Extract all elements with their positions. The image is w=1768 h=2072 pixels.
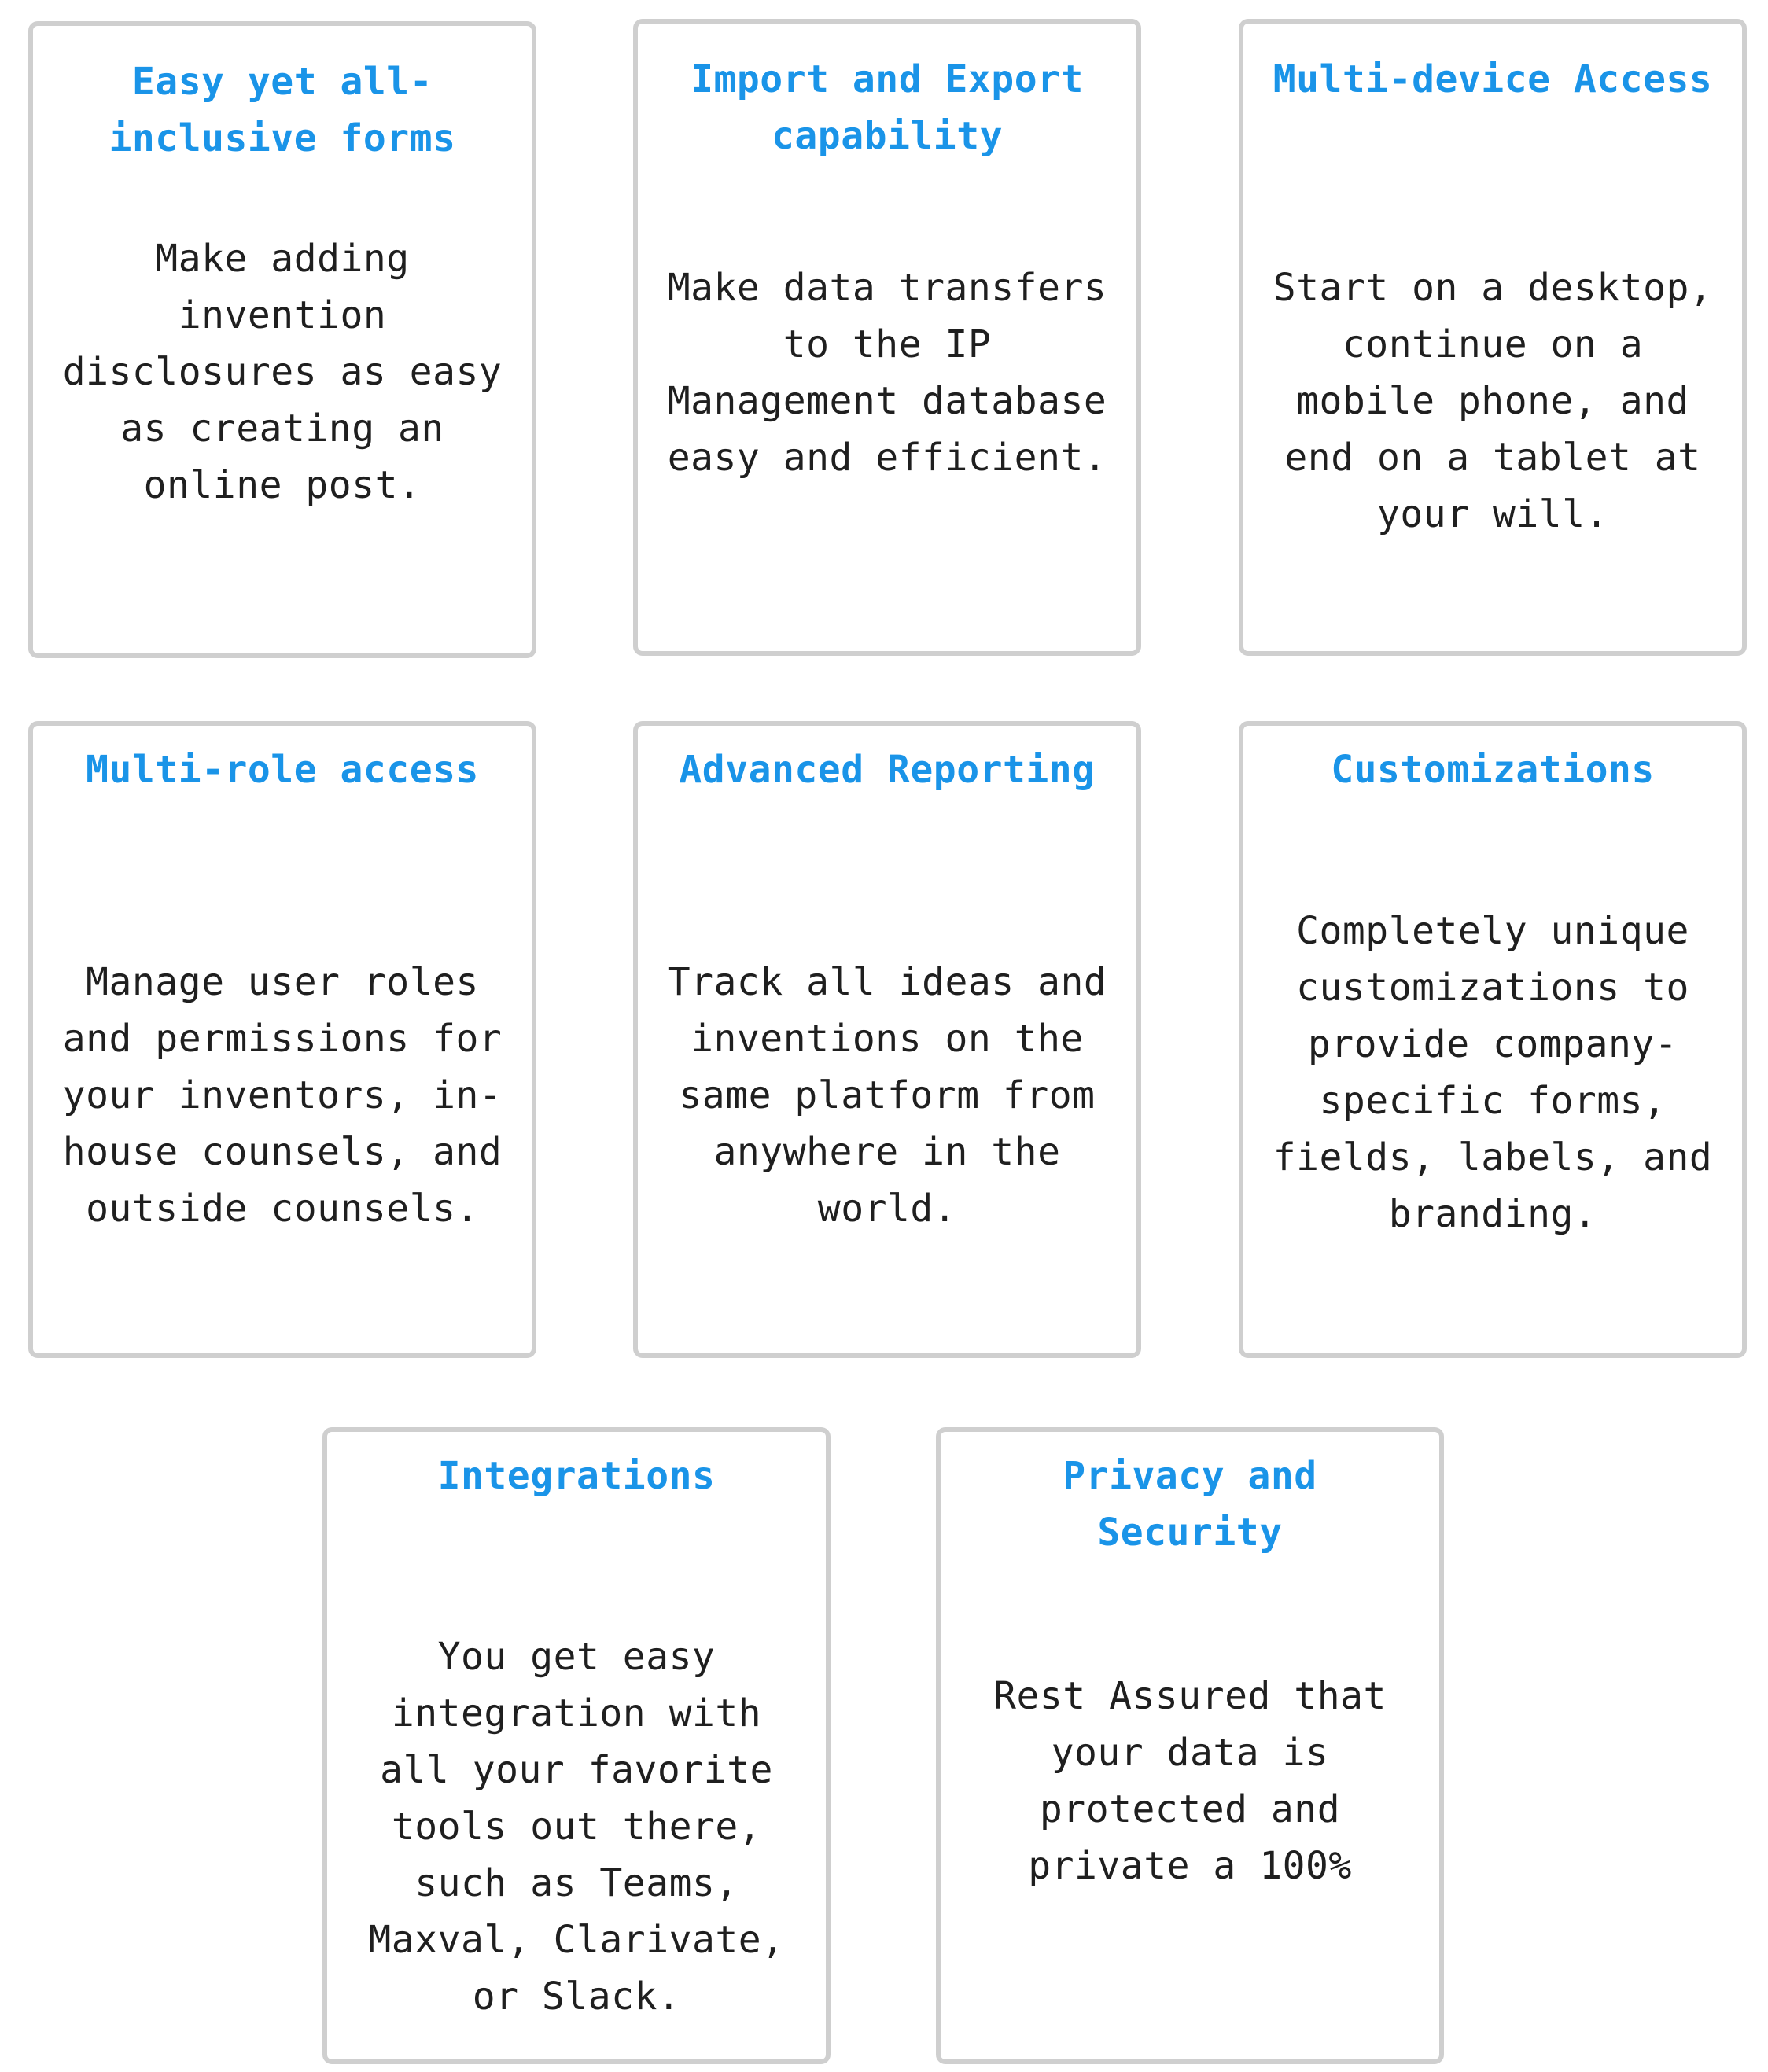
feature-title: Multi-device Access (1273, 57, 1713, 101)
feature-description: Start on a desktop, continue on a mobile phone, and end on a tablet at your will. (1273, 266, 1713, 536)
feature-card-integrations (322, 1427, 831, 2064)
feature-title: Easy yet all-inclusive forms (109, 60, 456, 160)
feature-title: Customizations (1331, 748, 1655, 792)
feature-card-reporting (633, 721, 1141, 1358)
feature-card-multi-device (1239, 19, 1747, 656)
feature-title: Multi-role access (86, 748, 479, 792)
feature-title: Advanced Reporting (679, 748, 1096, 792)
feature-card-multi-role (28, 721, 536, 1358)
feature-card-import-export (633, 19, 1141, 656)
feature-title: Import and Export capability (691, 57, 1084, 158)
feature-description: Make data transfers to the IP Management database easy and efficient. (667, 266, 1107, 480)
feature-card-privacy-security (936, 1427, 1444, 2064)
feature-description: Track all ideas and inventions on the same platform from anywhere in the world. (667, 960, 1107, 1231)
feature-description: Completely unique customizations to provide company-specific forms, fields, labels, and branding. (1273, 909, 1713, 1236)
feature-title: Integrations (437, 1454, 716, 1498)
feature-description: You get easy integration with all your favorite tools out there, such as Teams, Maxval, Clarivate, or Slack. (368, 1635, 785, 2019)
feature-card-customizations (1239, 721, 1747, 1358)
feature-description: Rest Assured that your data is protected and private a 100% (993, 1674, 1387, 1888)
feature-description: Make adding invention disclosures as easy as creating an online post. (62, 237, 503, 507)
feature-title: Privacy and Security (1063, 1454, 1317, 1555)
feature-description: Manage user roles and permissions for your inventors, in-house counsels, and outside counsels. (62, 960, 503, 1231)
feature-card-forms (28, 21, 536, 658)
